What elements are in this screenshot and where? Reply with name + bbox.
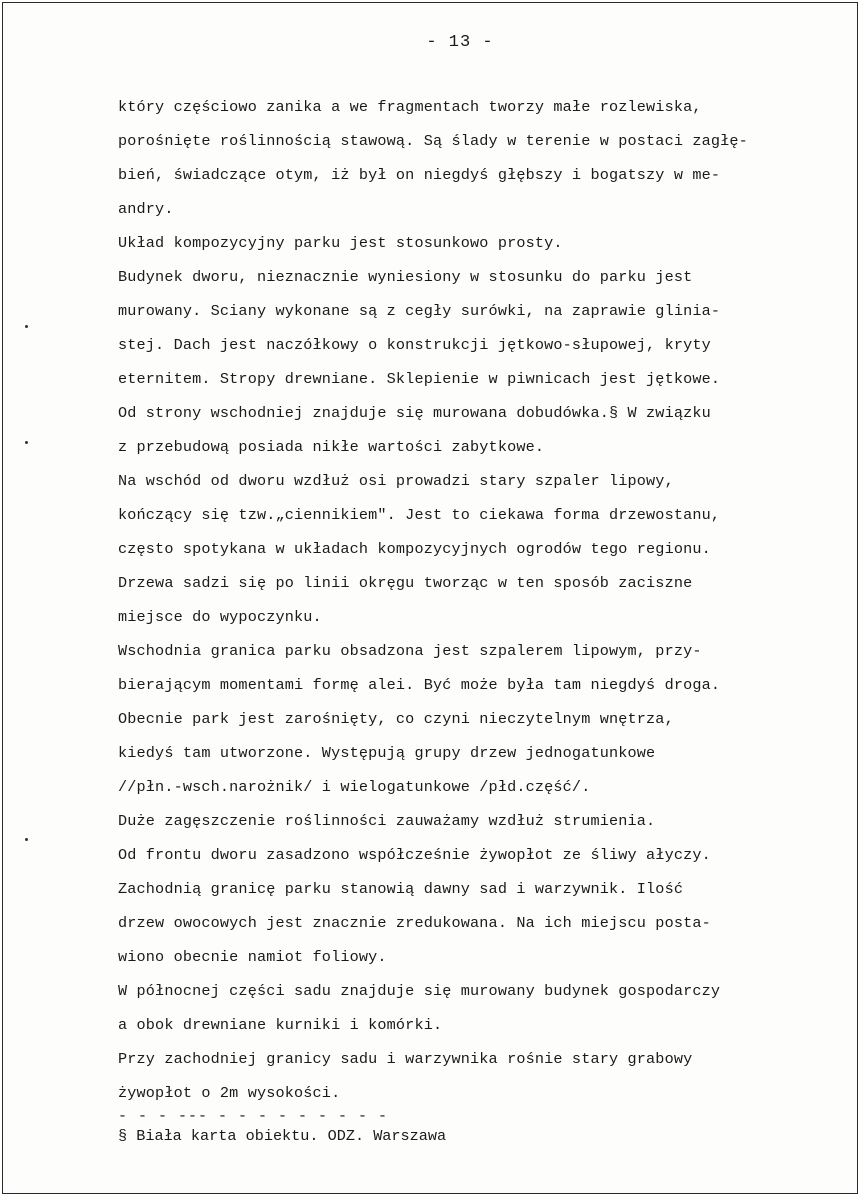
body-text [118, 90, 838, 1110]
margin-mark [25, 441, 28, 444]
text-line: //płn.-wsch.narożnik/ i wielogatunkowe /płd.część/. [118, 778, 591, 796]
text-line: miejsce do wypoczynku. [118, 608, 322, 626]
text-line: porośnięte roślinnością stawową. Są ślady w terenie w postaci zagłę- [118, 132, 748, 150]
text-line: wiono obecnie namiot foliowy. [118, 948, 387, 966]
text-line: andry. [118, 200, 174, 218]
text-line: żywopłot o 2m wysokości. [118, 1084, 341, 1102]
text-line: który częściowo zanika a we fragmentach tworzy małe rozlewiska, [118, 98, 702, 116]
text-line: drzew owocowych jest znacznie zredukowana. Na ich miejscu posta- [118, 914, 711, 932]
text-line: Duże zagęszczenie roślinności zauważamy wzdłuż strumienia. [118, 812, 656, 830]
margin-mark [25, 838, 28, 841]
text-line: Wschodnia granica parku obsadzona jest szpalerem lipowym, przy- [118, 642, 702, 660]
footnote: § Biała karta obiektu. ODZ. Warszawa [118, 1127, 447, 1145]
text-line: Od strony wschodniej znajduje się murowana dobudówka.§ W związku [118, 404, 711, 422]
page-number: - 13 - [426, 33, 494, 52]
footnote-separator: - - - --- - - - - - - - - - [118, 1108, 389, 1125]
text-line: Zachodnią granicę parku stanowią dawny sad i warzywnik. Ilość [118, 880, 684, 898]
text-line: kończący się tzw.„ciennikiem". Jest to ciekawa forma drzewostanu, [118, 506, 721, 524]
text-line: a obok drewniane kurniki i komórki. [118, 1016, 443, 1034]
document-page [2, 2, 858, 1194]
text-line: z przebudową posiada nikłe wartości zabytkowe. [118, 438, 545, 456]
text-line: Budynek dworu, nieznacznie wyniesiony w stosunku do parku jest [118, 268, 693, 286]
text-line: Obecnie park jest zarośnięty, co czyni nieczytelnym wnętrza, [118, 710, 674, 728]
text-line: stej. Dach jest naczółkowy o konstrukcji jętkowo-słupowej, kryty [118, 336, 711, 354]
text-line: bień, świadczące otym, iż był on niegdyś głębszy i bogatszy w me- [118, 166, 721, 184]
text-line: Przy zachodniej granicy sadu i warzywnika rośnie stary grabowy [118, 1050, 693, 1068]
text-line: Układ kompozycyjny parku jest stosunkowo prosty. [118, 234, 563, 252]
text-line: eternitem. Stropy drewniane. Sklepienie w piwnicach jest jętkowe. [118, 370, 721, 388]
margin-mark [25, 325, 28, 328]
text-line: kiedyś tam utworzone. Występują grupy drzew jednogatunkowe [118, 744, 656, 762]
text-line: Na wschód od dworu wzdłuż osi prowadzi stary szpaler lipowy, [118, 472, 674, 490]
text-line: często spotykana w układach kompozycyjnych ogrodów tego regionu. [118, 540, 711, 558]
text-line: bierającym momentami formę alei. Być może była tam niegdyś droga. [118, 676, 721, 694]
text-line: Od frontu dworu zasadzono współcześnie żywopłot ze śliwy ałyczy. [118, 846, 711, 864]
text-line: W północnej części sadu znajduje się murowany budynek gospodarczy [118, 982, 721, 1000]
text-line: Drzewa sadzi się po linii okręgu tworząc w ten sposób zaciszne [118, 574, 693, 592]
text-line: murowany. Sciany wykonane są z cegły surówki, na zaprawie glinia- [118, 302, 721, 320]
